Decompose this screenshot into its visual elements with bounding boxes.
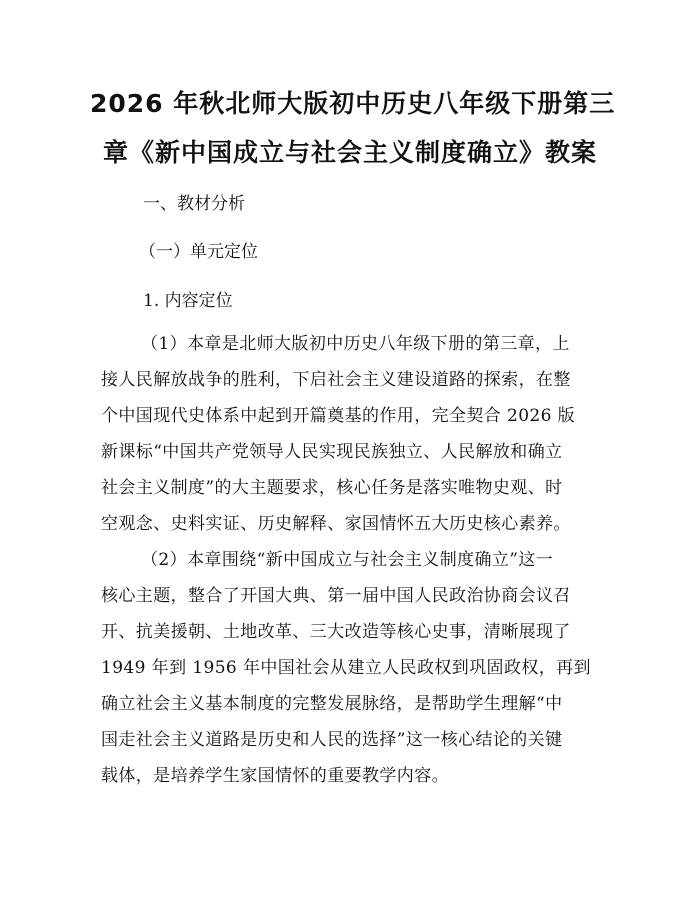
paragraph-1-line: 空观念、史料实证、历史解释、家国情怀五大历史核心素养。 [101, 514, 571, 534]
paragraph-2-line: （2）本章围绕“新中国成立与社会主义制度确立”这一 [141, 550, 554, 570]
subsection-heading: （一）单元定位 [139, 242, 258, 262]
document-title-line-1: 2026 年秋北师大版初中历史八年级下册第三 [90, 89, 616, 118]
item-heading: 1. 内容定位 [143, 291, 233, 311]
paragraph-1-line: 个中国现代史体系中起到开篇奠基的作用，完全契合 2026 版 [101, 406, 576, 426]
paragraph-1 [101, 326, 601, 542]
paragraph-1-line: 接人民解放战争的胜利，下启社会主义建设道路的探索，在整 [101, 370, 571, 390]
paragraph-1-line: （1）本章是北师大版初中历史八年级下册的第三章，上 [141, 334, 570, 354]
paragraph-1-line: 新课标“中国共产党领导人民实现民族独立、人民解放和确立 [101, 442, 563, 462]
paragraph-1-line: 社会主义制度”的大主题要求，核心任务是落实唯物史观、时 [101, 478, 563, 498]
document-title-line-2: 章《新中国成立与社会主义制度确立》教案 [102, 138, 597, 167]
paragraph-2-line: 载体，是培养学生家国情怀的重要教学内容。 [101, 766, 449, 786]
section-heading: 一、教材分析 [143, 194, 245, 214]
paragraph-2-line: 国走社会主义道路是历史和人民的选择”这一核心结论的关键 [101, 730, 563, 750]
paragraph-2-line: 1949 年到 1956 年中国社会从建立人民政权到巩固政权，再到 [101, 658, 591, 678]
paragraph-2 [101, 542, 601, 794]
paragraph-2-line: 核心主题，整合了开国大典、第一届中国人民政治协商会议召 [101, 586, 571, 606]
paragraph-2-line: 开、抗美援朝、土地改革、三大改造等核心史事，清晰展现了 [101, 622, 571, 642]
paragraph-2-line: 确立社会主义基本制度的完整发展脉络，是帮助学生理解“中 [101, 694, 563, 714]
